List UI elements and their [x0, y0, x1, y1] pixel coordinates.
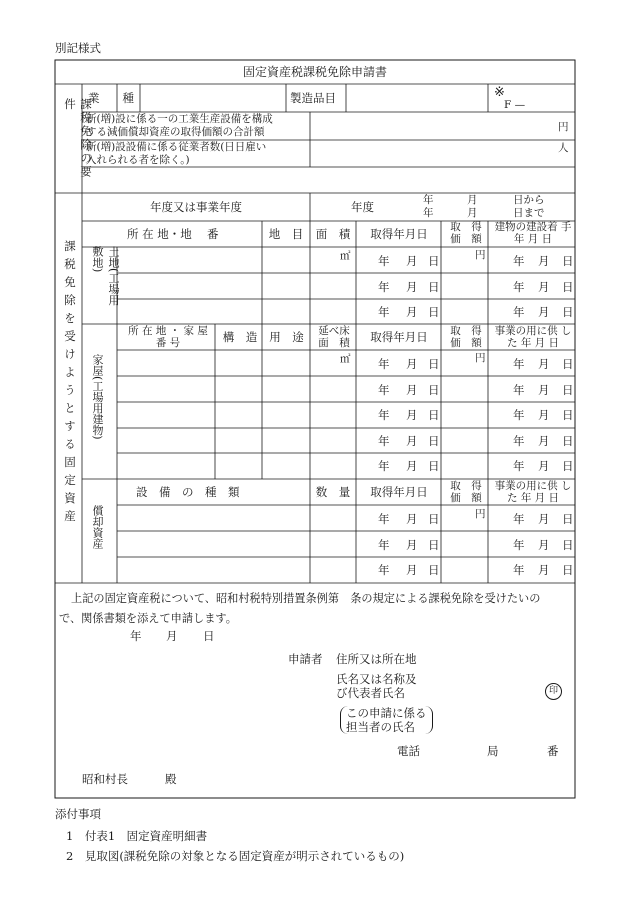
- addressee-honorific: 殿: [165, 772, 177, 786]
- acquired-date-month-placeholder: 月: [406, 254, 418, 268]
- land-header-location: 所 在 地・地 番: [127, 227, 219, 241]
- assets-section-label: 課税免除を受けようとする固定資産: [63, 240, 77, 528]
- applicant-label: 申請者: [288, 652, 323, 666]
- service-date-day-placeholder: 日: [562, 383, 574, 397]
- acquired-date-year-placeholder: 年: [378, 280, 390, 294]
- land-header-construction-date: 建物の建設着 手 年 月 日: [494, 221, 572, 245]
- service-date-year-placeholder: 年: [513, 408, 525, 422]
- from-year: 年: [423, 194, 434, 206]
- yen-unit: 円: [558, 121, 569, 133]
- land-header-acquired-date: 取得年月日: [370, 227, 428, 241]
- declaration-text-line2: で、関係書類を添えて申請します。: [59, 612, 237, 625]
- building-header-structure: 構 造: [222, 330, 258, 344]
- to-year: 年: [423, 207, 434, 219]
- service-date-year-placeholder: 年: [513, 563, 525, 577]
- acquired-date-month-placeholder: 月: [406, 434, 418, 448]
- acquired-date-month-placeholder: 月: [406, 280, 418, 294]
- acquired-date-month-placeholder: 月: [406, 538, 418, 552]
- from-month: 月: [467, 194, 478, 206]
- application-date-day: 日: [203, 629, 215, 643]
- to-label: 日まで: [513, 207, 545, 219]
- service-date-month-placeholder: 月: [538, 563, 550, 577]
- acquired-date-day-placeholder: 日: [428, 538, 440, 552]
- building-header-service-date: 事業の用に供 し た 年 月 日: [494, 325, 572, 349]
- depreciable-header-equipment-type: 設 備 の 種 類: [136, 485, 240, 499]
- product-label: 製造品目: [290, 91, 336, 105]
- acquired-date-day-placeholder: 日: [428, 434, 440, 448]
- note-code: F —: [504, 99, 526, 111]
- service-date-year-placeholder: 年: [513, 357, 525, 371]
- employees-label-line1: 新(増)設設備に係る従業者数(日日雇い: [86, 141, 267, 153]
- acquired-date-day-placeholder: 日: [428, 383, 440, 397]
- acquired-date-year-placeholder: 年: [378, 357, 390, 371]
- contact-label-line2: 担当者の氏名: [346, 720, 415, 734]
- depreciable-assets-label: 償却資産: [91, 505, 104, 549]
- attachments-heading: 添付事項: [55, 807, 101, 821]
- service-date-month-placeholder: 月: [538, 434, 550, 448]
- service-date-year-placeholder: 年: [513, 254, 525, 268]
- building-label: 家屋(工場用建物): [91, 354, 104, 440]
- service-date-month-placeholder: 月: [538, 538, 550, 552]
- address-label: 住所又は所在地: [336, 652, 417, 666]
- building-area-unit: ㎡: [340, 353, 351, 365]
- acquired-date-year-placeholder: 年: [378, 459, 390, 473]
- application-date-month: 月: [166, 629, 178, 643]
- service-date-day-placeholder: 日: [562, 459, 574, 473]
- seal-mark: 印: [545, 683, 562, 700]
- acquired-date-day-placeholder: 日: [428, 254, 440, 268]
- depreciable-header-quantity: 数 量: [315, 485, 351, 499]
- acquisition-total-label-line2: する減価償却資産の取得価額の合計額: [86, 126, 265, 138]
- land-header-category: 地 目: [268, 227, 304, 241]
- acquired-date-month-placeholder: 月: [406, 357, 418, 371]
- building-header-usage: 用 途: [269, 330, 304, 344]
- industry-label: 業 種: [88, 91, 134, 105]
- person-unit: 人: [558, 142, 569, 154]
- building-price-unit: 円: [475, 352, 486, 364]
- phone-exchange-label: 局: [487, 744, 499, 758]
- land-header-area: 面 積: [315, 227, 351, 241]
- service-date-day-placeholder: 日: [562, 512, 574, 526]
- acquired-date-year-placeholder: 年: [378, 512, 390, 526]
- service-date-month-placeholder: 月: [538, 357, 550, 371]
- acquired-date-year-placeholder: 年: [378, 254, 390, 268]
- building-header-acquired-price: 取 得 価 額: [450, 325, 482, 349]
- land-area-unit: ㎡: [340, 250, 351, 262]
- service-date-day-placeholder: 日: [562, 254, 574, 268]
- service-date-year-placeholder: 年: [513, 512, 525, 526]
- acquired-date-day-placeholder: 日: [428, 408, 440, 422]
- service-date-day-placeholder: 日: [562, 280, 574, 294]
- employees-label-line2: 入れられる者を除く。): [86, 154, 190, 166]
- acquired-date-day-placeholder: 日: [428, 280, 440, 294]
- service-date-day-placeholder: 日: [562, 538, 574, 552]
- land-label: 土地(工場用敷地): [91, 246, 120, 306]
- service-date-day-placeholder: 日: [562, 434, 574, 448]
- service-date-year-placeholder: 年: [513, 383, 525, 397]
- building-header-floor-area: 延べ床 面 積: [318, 325, 350, 349]
- acquired-date-month-placeholder: 月: [406, 563, 418, 577]
- from-label: 日から: [513, 194, 545, 206]
- acquired-date-day-placeholder: 日: [428, 563, 440, 577]
- acquired-date-year-placeholder: 年: [378, 563, 390, 577]
- name-label-line1: 氏名又は名称及: [336, 672, 417, 686]
- acquisition-total-label-line1: 新(増)設に係る一の工業生産設備を構成: [86, 113, 273, 125]
- contact-person-label: [340, 706, 433, 734]
- service-date-month-placeholder: 月: [538, 512, 550, 526]
- acquired-date-year-placeholder: 年: [378, 538, 390, 552]
- service-date-day-placeholder: 日: [562, 305, 574, 319]
- service-date-year-placeholder: 年: [513, 305, 525, 319]
- acquired-date-month-placeholder: 月: [406, 512, 418, 526]
- land-price-unit: 円: [475, 249, 486, 261]
- service-date-month-placeholder: 月: [538, 305, 550, 319]
- form-outer-border: [55, 60, 575, 798]
- service-date-month-placeholder: 月: [538, 383, 550, 397]
- service-date-year-placeholder: 年: [513, 459, 525, 473]
- service-date-year-placeholder: 年: [513, 280, 525, 294]
- form-title: 固定資産税課税免除申請書: [242, 65, 387, 79]
- name-label-line2: び代表者氏名: [336, 686, 405, 700]
- service-date-month-placeholder: 月: [538, 254, 550, 268]
- building-header-location: 所 在 地 ・ 家 屋 番 号: [128, 325, 208, 349]
- land-header-acquired-price: 取 得 価 額: [450, 221, 482, 245]
- acquired-date-month-placeholder: 月: [406, 408, 418, 422]
- acquired-date-day-placeholder: 日: [428, 512, 440, 526]
- application-date-year: 年: [130, 629, 142, 643]
- phone-label: 電話: [397, 744, 420, 758]
- service-date-month-placeholder: 月: [538, 408, 550, 422]
- fiscal-year-label: 年度又は事業年度: [150, 200, 242, 214]
- service-date-day-placeholder: 日: [562, 357, 574, 371]
- acquired-date-month-placeholder: 月: [406, 305, 418, 319]
- depreciable-header-acquired-price: 取 得 価 額: [450, 480, 482, 504]
- addressee: 昭和村長: [82, 772, 128, 786]
- service-date-day-placeholder: 日: [562, 408, 574, 422]
- acquired-date-day-placeholder: 日: [428, 305, 440, 319]
- fiscal-year-unit: 年度: [351, 200, 374, 214]
- service-date-year-placeholder: 年: [513, 434, 525, 448]
- depreciable-price-unit: 円: [475, 508, 486, 520]
- note-mark: ※: [494, 85, 505, 100]
- contact-label-line1: この申請に係る: [346, 706, 427, 720]
- depreciable-header-service-date: 事業の用に供 し た 年 月 日: [494, 480, 572, 504]
- form-style-label: 別記様式: [55, 41, 101, 55]
- acquired-date-year-placeholder: 年: [378, 408, 390, 422]
- acquired-date-year-placeholder: 年: [378, 383, 390, 397]
- attachment-item-2: 2 見取図(課税免除の対象となる固定資産が明示されているもの): [66, 849, 405, 863]
- attachment-item-1: 1 付表1 固定資産明細書: [66, 829, 208, 843]
- acquired-date-year-placeholder: 年: [378, 434, 390, 448]
- declaration-text-line1: 上記の固定資産税について、昭和村税特別措置条例第 条の規定による課税免除を受けたいの: [71, 592, 541, 605]
- acquired-date-day-placeholder: 日: [428, 459, 440, 473]
- service-date-day-placeholder: 日: [562, 563, 574, 577]
- acquired-date-month-placeholder: 月: [406, 383, 418, 397]
- building-header-acquired-date: 取得年月日: [370, 330, 428, 344]
- acquired-date-year-placeholder: 年: [378, 305, 390, 319]
- requirements-section-label: 課税免除の要件: [63, 98, 93, 179]
- acquired-date-month-placeholder: 月: [406, 459, 418, 473]
- depreciable-header-acquired-date: 取得年月日: [370, 485, 428, 499]
- to-month: 月: [467, 207, 478, 219]
- acquired-date-day-placeholder: 日: [428, 357, 440, 371]
- service-date-year-placeholder: 年: [513, 538, 525, 552]
- service-date-month-placeholder: 月: [538, 459, 550, 473]
- service-date-month-placeholder: 月: [538, 280, 550, 294]
- phone-number-label: 番: [547, 744, 559, 758]
